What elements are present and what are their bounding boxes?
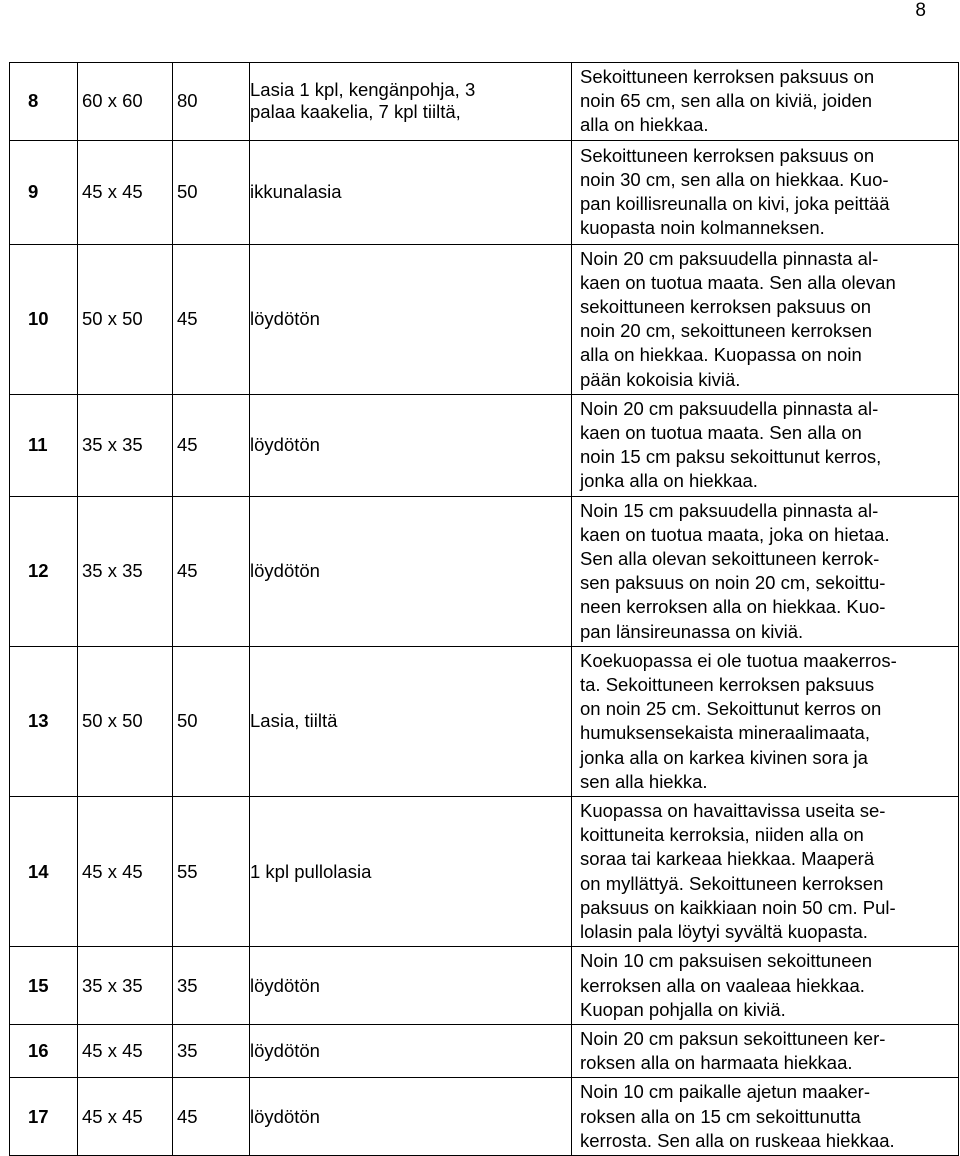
description-line: Noin 20 cm paksun sekoittuneen ker-	[580, 1027, 886, 1049]
pit-finds	[250, 947, 572, 1025]
finds-line: Lasia 1 kpl, kengänpohja, 3	[250, 79, 476, 101]
pit-description	[572, 496, 959, 646]
pit-finds	[250, 1024, 572, 1077]
pit-depth: 45	[173, 244, 250, 394]
finds-line: löydötön	[250, 1040, 320, 1062]
description-line: noin 15 cm paksu sekoittunut kerros,	[580, 446, 882, 468]
pit-description	[572, 947, 959, 1025]
description-line: ta. Sekoittuneen kerroksen paksuus	[580, 674, 875, 696]
pit-size: 50 x 50	[78, 646, 173, 796]
finds-line: löydötön	[250, 434, 320, 456]
finds-line: löydötön	[250, 308, 320, 330]
table-row	[10, 797, 959, 947]
pit-finds	[250, 496, 572, 646]
finds-line: palaa kaakelia, 7 kpl tiiltä,	[250, 101, 461, 123]
description-line: Noin 15 cm paksuudella pinnasta al-	[580, 499, 879, 521]
pit-number: 10	[10, 244, 78, 394]
description-line: lolasin pala löytyi syvältä kuopasta.	[580, 921, 868, 943]
pit-description	[572, 63, 959, 141]
pit-number: 13	[10, 646, 78, 796]
table-row	[10, 496, 959, 646]
pit-number: 11	[10, 394, 78, 496]
finds-line: ikkunalasia	[250, 181, 342, 203]
description-line: noin 30 cm, sen alla on hiekkaa. Kuo-	[580, 168, 889, 190]
pit-size: 35 x 35	[78, 496, 173, 646]
description-line: noin 65 cm, sen alla on kiviä, joiden	[580, 90, 873, 112]
description-line: roksen alla on harmaata hiekkaa.	[580, 1052, 853, 1074]
table-row	[10, 646, 959, 796]
description-line: Sekoittuneen kerroksen paksuus on	[580, 144, 875, 166]
description-line: Noin 20 cm paksuudella pinnasta al-	[580, 397, 879, 419]
pit-size: 45 x 45	[78, 1024, 173, 1077]
pit-depth: 50	[173, 140, 250, 244]
pit-size: 35 x 35	[78, 394, 173, 496]
description-line: Koekuopassa ei ole tuotua maakerros-	[580, 649, 897, 671]
finds-line: löydötön	[250, 560, 320, 582]
pit-size: 50 x 50	[78, 244, 173, 394]
pit-description	[572, 140, 959, 244]
description-line: kaen on tuotua maata. Sen alla on	[580, 422, 862, 444]
pit-description	[572, 797, 959, 947]
pit-finds	[250, 140, 572, 244]
description-line: noin 20 cm, sekoittuneen kerroksen	[580, 320, 873, 342]
description-line: Sen alla olevan sekoittuneen kerrok-	[580, 548, 880, 570]
description-line: roksen alla on 15 cm sekoittunutta	[580, 1105, 861, 1127]
table-row	[10, 947, 959, 1025]
finds-line: 1 kpl pullolasia	[250, 860, 372, 882]
pit-finds	[250, 797, 572, 947]
description-line: soraa tai karkeaa hiekkaa. Maaperä	[580, 848, 875, 870]
pit-finds	[250, 1078, 572, 1156]
pit-number: 8	[10, 63, 78, 141]
pit-number: 16	[10, 1024, 78, 1077]
pit-description	[572, 646, 959, 796]
description-line: pan koillisreunalla on kivi, joka peittää	[580, 193, 890, 215]
test-pit-table	[9, 62, 959, 1156]
description-line: neen kerroksen alla on hiekkaa. Kuo-	[580, 596, 886, 618]
page-number: 8	[915, 0, 926, 21]
description-line: on myllättyä. Sekoittuneen kerroksen	[580, 872, 884, 894]
pit-depth: 45	[173, 394, 250, 496]
pit-finds	[250, 646, 572, 796]
description-line: humuksensekaista mineraalimaata,	[580, 722, 870, 744]
description-line: Noin 10 cm paikalle ajetun maaker-	[580, 1081, 870, 1103]
description-line: Sekoittuneen kerroksen paksuus on	[580, 66, 875, 87]
table-row	[10, 1024, 959, 1077]
table-row	[10, 1078, 959, 1156]
finds-line: löydötön	[250, 1105, 320, 1127]
pit-finds	[250, 394, 572, 496]
description-line: Kuopassa on havaittavissa useita se-	[580, 800, 886, 822]
pit-size: 35 x 35	[78, 947, 173, 1025]
finds-line: löydötön	[250, 974, 320, 996]
pit-depth: 50	[173, 646, 250, 796]
description-line: jonka alla on karkea kivinen sora ja	[580, 746, 868, 768]
description-line: kaen on tuotua maata. Sen alla olevan	[580, 271, 896, 293]
description-line: Noin 20 cm paksuudella pinnasta al-	[580, 247, 879, 269]
pit-depth: 45	[173, 496, 250, 646]
pit-depth: 35	[173, 947, 250, 1025]
description-line: kerroksen alla on vaaleaa hiekkaa.	[580, 974, 865, 996]
pit-description	[572, 244, 959, 394]
pit-description	[572, 1078, 959, 1156]
pit-description	[572, 394, 959, 496]
table-row	[10, 394, 959, 496]
description-line: alla on hiekkaa. Kuopassa on noin	[580, 344, 862, 366]
pit-number: 15	[10, 947, 78, 1025]
description-line: koittuneita kerroksia, niiden alla on	[580, 824, 864, 846]
description-line: pan länsireunassa on kiviä.	[580, 620, 804, 642]
description-line: kerrosta. Sen alla on ruskeaa hiekkaa.	[580, 1129, 895, 1151]
pit-size: 45 x 45	[78, 140, 173, 244]
pit-size: 45 x 45	[78, 1078, 173, 1156]
description-line: kuopasta noin kolmanneksen.	[580, 217, 825, 239]
pit-depth: 80	[173, 63, 250, 141]
pit-number: 12	[10, 496, 78, 646]
description-line: jonka alla on hiekkaa.	[580, 470, 758, 492]
description-line: pään kokoisia kiviä.	[580, 368, 741, 390]
finds-line: Lasia, tiiltä	[250, 710, 338, 732]
pit-size: 45 x 45	[78, 797, 173, 947]
pit-finds	[250, 63, 572, 141]
description-line: sekoittuneen kerroksen paksuus on	[580, 296, 872, 318]
pit-depth: 35	[173, 1024, 250, 1077]
table-row	[10, 63, 959, 141]
description-line: on noin 25 cm. Sekoittunut kerros on	[580, 698, 882, 720]
pit-number: 14	[10, 797, 78, 947]
pit-depth: 45	[173, 1078, 250, 1156]
description-line: Kuopan pohjalla on kiviä.	[580, 998, 786, 1020]
pit-number: 9	[10, 140, 78, 244]
description-line: alla on hiekkaa.	[580, 114, 709, 136]
pit-depth: 55	[173, 797, 250, 947]
description-line: Noin 10 cm paksuisen sekoittuneen	[580, 950, 873, 972]
description-line: sen alla hiekka.	[580, 770, 708, 792]
pit-number: 17	[10, 1078, 78, 1156]
table-row	[10, 244, 959, 394]
table-row	[10, 140, 959, 244]
pit-size: 60 x 60	[78, 63, 173, 141]
description-line: paksuus on kaikkiaan noin 50 cm. Pul-	[580, 896, 896, 918]
description-line: sen paksuus on noin 20 cm, sekoittu-	[580, 572, 886, 594]
pit-description	[572, 1024, 959, 1077]
pit-finds	[250, 244, 572, 394]
description-line: kaen on tuotua maata, joka on hietaa.	[580, 523, 890, 545]
